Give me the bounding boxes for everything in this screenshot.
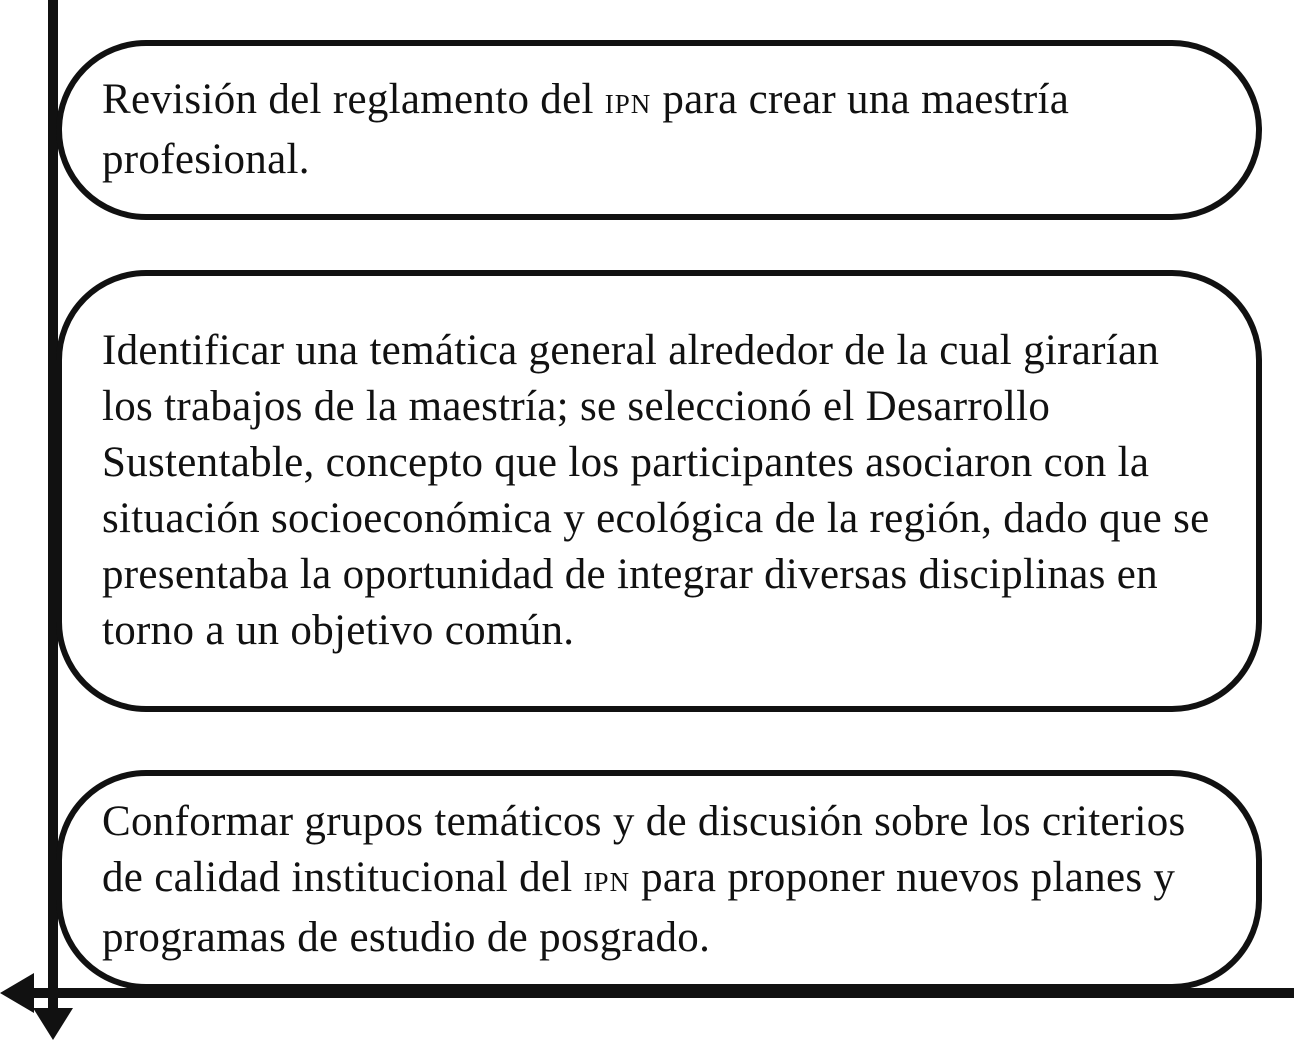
step-3-text bbox=[102, 794, 1216, 966]
step-1-text-part: para crear una maestría profesional. bbox=[102, 76, 1070, 183]
step-box-1 bbox=[56, 40, 1262, 220]
step-3-text-part: para proponer nuevos planes y programas de estudio de posgrado. bbox=[102, 854, 1176, 961]
step-1-text-part: Revisión del reglamento del bbox=[102, 76, 605, 123]
step-1-abbr: IPN bbox=[604, 89, 652, 119]
step-box-2 bbox=[56, 270, 1262, 712]
down-arrow-head bbox=[33, 1008, 73, 1040]
step-3-abbr: IPN bbox=[583, 867, 631, 897]
left-arrow-head bbox=[0, 973, 34, 1013]
step-1-text bbox=[102, 72, 1216, 188]
step-3-text-part: Conformar grupos temáticos y de discusión sobre los criterios de calidad institucional del bbox=[102, 798, 1186, 901]
step-box-3 bbox=[56, 770, 1262, 990]
step-2-text: Identificar una temática general alrededor de la cual girarían los trabajos de la maestría; se seleccionó el Desarrollo Sustentable, concepto que los participantes asociaron con la situación socioeconómica y ecológica de la región, dado que se presentaba la oportunidad de integrar diversas disciplinas en torno a un objetivo común. bbox=[102, 327, 1210, 654]
